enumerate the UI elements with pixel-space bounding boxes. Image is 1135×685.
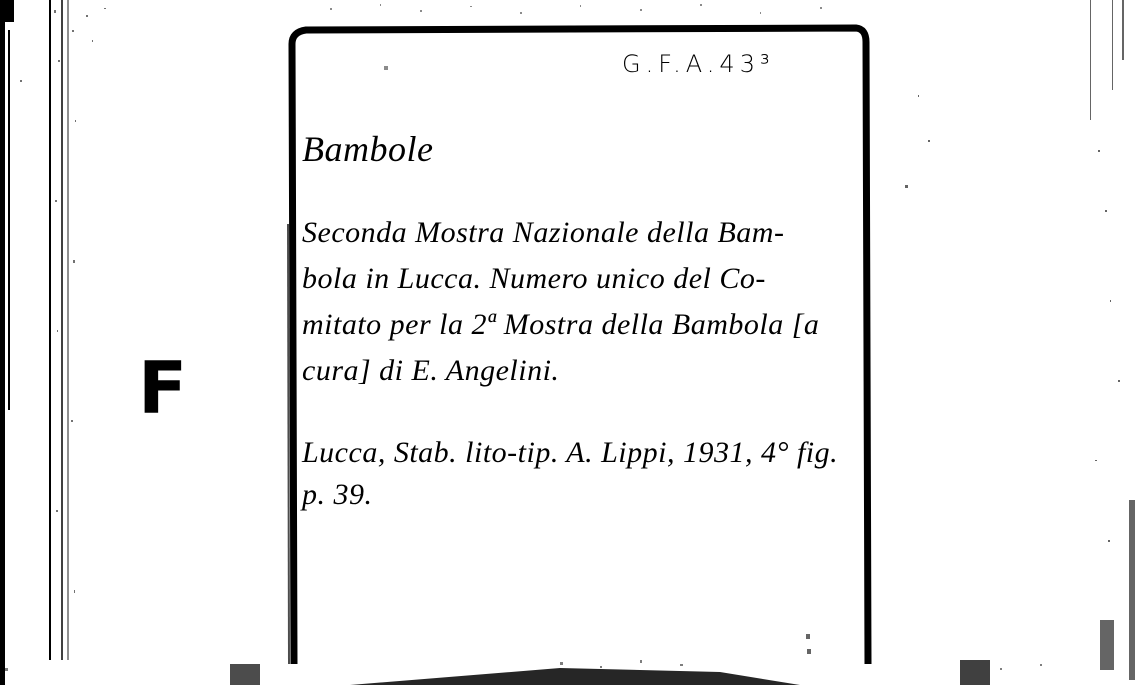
catalog-card <box>286 24 872 664</box>
title-line: cura] di E. Angelini. <box>302 354 560 387</box>
imprint-line: Lucca, Stab. lito-tip. A. Lippi, 1931, 4° fig. <box>302 436 839 469</box>
imprint-line: p. 39. <box>302 478 373 511</box>
index-tab-letter: F <box>138 346 188 430</box>
title-line: bola in Lucca. Numero unico del Co- <box>302 262 766 295</box>
title-line: Seconda Mostra Nazionale della Bam- <box>302 216 785 249</box>
title-line: mitato per la 2ª Mostra della Bambola [a <box>302 308 820 341</box>
shelfmark: G.F.A.43³ <box>622 50 775 78</box>
card-border <box>286 24 872 664</box>
card-heading: Bambole <box>302 129 434 169</box>
